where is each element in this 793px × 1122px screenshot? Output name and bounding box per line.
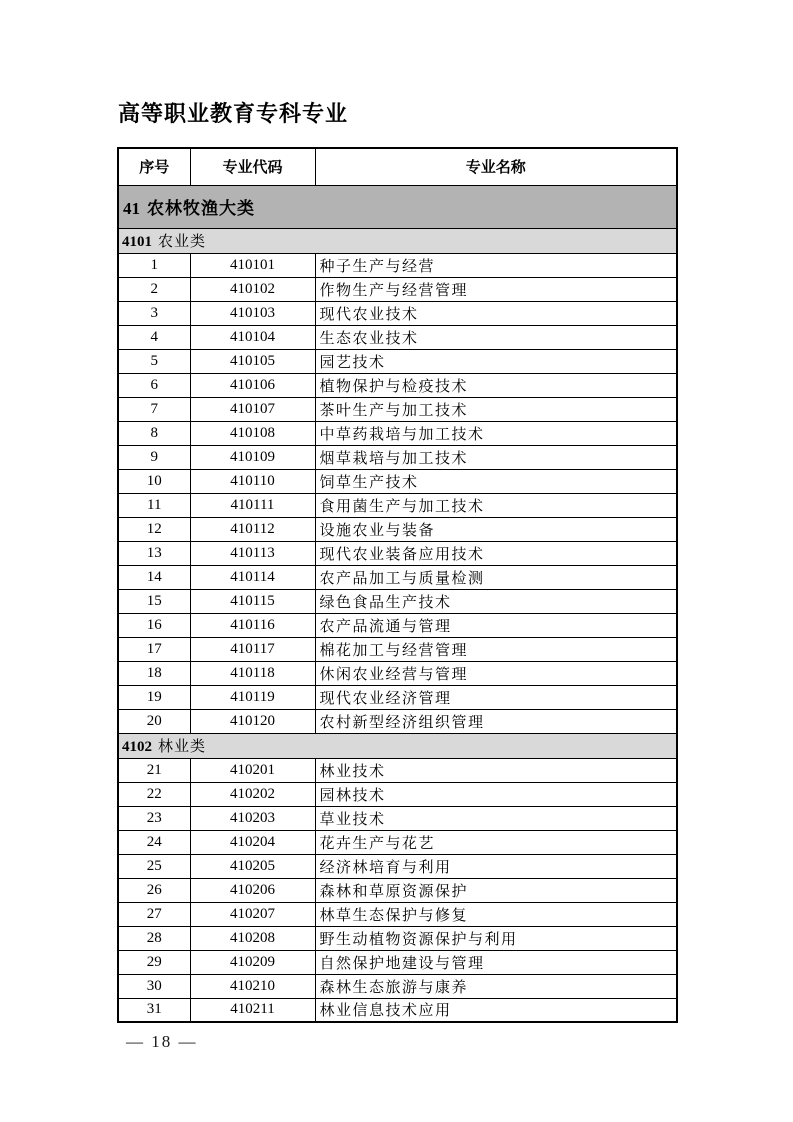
subcategory-label: [118, 733, 677, 758]
table-header-row: [118, 148, 677, 185]
major-code: 410110: [190, 469, 315, 493]
major-code: 410205: [190, 854, 315, 878]
major-code: 410115: [190, 589, 315, 613]
column-header-code: 专业代码: [190, 148, 315, 185]
major-name: 现代农业技术: [315, 301, 677, 325]
major-code: 410116: [190, 613, 315, 637]
column-header-name: 专业名称: [315, 148, 677, 185]
major-row: [118, 637, 677, 661]
major-index: 4: [118, 325, 190, 349]
major-code: 410104: [190, 325, 315, 349]
major-row: [118, 854, 677, 878]
major-row: [118, 902, 677, 926]
major-index: 21: [118, 758, 190, 782]
page-title: 高等职业教育专科专业: [118, 101, 349, 126]
major-index: 19: [118, 685, 190, 709]
major-index: 27: [118, 902, 190, 926]
major-row: [118, 517, 677, 541]
major-row: [118, 830, 677, 854]
major-row: [118, 878, 677, 902]
major-name: 中草药栽培与加工技术: [315, 421, 677, 445]
major-row: [118, 541, 677, 565]
major-name: 农村新型经济组织管理: [315, 709, 677, 733]
major-row: [118, 974, 677, 998]
major-row: [118, 709, 677, 733]
major-name: 农产品加工与质量检测: [315, 565, 677, 589]
major-index: 6: [118, 373, 190, 397]
page-number: — 18 —: [126, 1032, 198, 1051]
major-code: 410113: [190, 541, 315, 565]
category-name: 农林牧渔大类: [147, 199, 255, 218]
major-index: 10: [118, 469, 190, 493]
majors-table: [117, 147, 678, 1023]
major-name: 林业信息技术应用: [315, 998, 677, 1022]
major-index: 15: [118, 589, 190, 613]
major-index: 28: [118, 926, 190, 950]
major-name: 烟草栽培与加工技术: [315, 445, 677, 469]
major-name: 野生动植物资源保护与利用: [315, 926, 677, 950]
major-row: [118, 950, 677, 974]
major-name: 现代农业装备应用技术: [315, 541, 677, 565]
major-code: 410107: [190, 397, 315, 421]
major-index: 9: [118, 445, 190, 469]
major-name: 园林技术: [315, 782, 677, 806]
major-name: 作物生产与经营管理: [315, 277, 677, 301]
major-row: [118, 493, 677, 517]
major-code: 410109: [190, 445, 315, 469]
major-name: 自然保护地建设与管理: [315, 950, 677, 974]
major-index: 3: [118, 301, 190, 325]
major-row: [118, 926, 677, 950]
major-code: 410211: [190, 998, 315, 1022]
major-name: 林草生态保护与修复: [315, 902, 677, 926]
major-name: 森林和草原资源保护: [315, 878, 677, 902]
major-code: 410114: [190, 565, 315, 589]
major-row: [118, 685, 677, 709]
major-name: 森林生态旅游与康养: [315, 974, 677, 998]
major-row: [118, 301, 677, 325]
major-name: 园艺技术: [315, 349, 677, 373]
major-code: 410207: [190, 902, 315, 926]
major-code: 410201: [190, 758, 315, 782]
major-code: 410103: [190, 301, 315, 325]
major-index: 31: [118, 998, 190, 1022]
major-name: 经济林培育与利用: [315, 854, 677, 878]
major-index: 8: [118, 421, 190, 445]
major-index: 5: [118, 349, 190, 373]
major-code: 410204: [190, 830, 315, 854]
major-name: 茶叶生产与加工技术: [315, 397, 677, 421]
subcategory-code: 4102: [122, 739, 152, 755]
major-row: [118, 565, 677, 589]
major-row: [118, 397, 677, 421]
major-code: 410202: [190, 782, 315, 806]
major-code: 410203: [190, 806, 315, 830]
major-index: 18: [118, 661, 190, 685]
major-row: [118, 589, 677, 613]
major-name: 植物保护与检疫技术: [315, 373, 677, 397]
major-name: 棉花加工与经营管理: [315, 637, 677, 661]
major-index: 12: [118, 517, 190, 541]
major-row: [118, 421, 677, 445]
major-row: [118, 277, 677, 301]
major-index: 26: [118, 878, 190, 902]
major-code: 410112: [190, 517, 315, 541]
major-code: 410105: [190, 349, 315, 373]
major-code: 410101: [190, 253, 315, 277]
category-section-row: [118, 185, 677, 228]
major-index: 11: [118, 493, 190, 517]
subcategory-row: [118, 733, 677, 758]
major-index: 7: [118, 397, 190, 421]
major-name: 食用菌生产与加工技术: [315, 493, 677, 517]
major-code: 410117: [190, 637, 315, 661]
major-name: 花卉生产与花艺: [315, 830, 677, 854]
major-code: 410120: [190, 709, 315, 733]
major-name: 饲草生产技术: [315, 469, 677, 493]
major-index: 30: [118, 974, 190, 998]
major-index: 23: [118, 806, 190, 830]
major-code: 410119: [190, 685, 315, 709]
major-index: 2: [118, 277, 190, 301]
major-code: 410208: [190, 926, 315, 950]
major-row: [118, 782, 677, 806]
major-name: 生态农业技术: [315, 325, 677, 349]
subcategory-row: [118, 228, 677, 253]
major-code: 410108: [190, 421, 315, 445]
major-index: 17: [118, 637, 190, 661]
subcategory-label: [118, 228, 677, 253]
major-row: [118, 998, 677, 1022]
major-name: 种子生产与经营: [315, 253, 677, 277]
major-index: 20: [118, 709, 190, 733]
major-row: [118, 325, 677, 349]
major-row: [118, 253, 677, 277]
major-row: [118, 469, 677, 493]
major-index: 1: [118, 253, 190, 277]
major-name: 现代农业经济管理: [315, 685, 677, 709]
major-code: 410210: [190, 974, 315, 998]
major-code: 410206: [190, 878, 315, 902]
major-name: 林业技术: [315, 758, 677, 782]
major-name: 休闲农业经营与管理: [315, 661, 677, 685]
major-row: [118, 445, 677, 469]
major-row: [118, 373, 677, 397]
major-index: 13: [118, 541, 190, 565]
major-name: 草业技术: [315, 806, 677, 830]
major-row: [118, 661, 677, 685]
major-index: 16: [118, 613, 190, 637]
major-index: 29: [118, 950, 190, 974]
major-row: [118, 758, 677, 782]
major-index: 24: [118, 830, 190, 854]
major-index: 14: [118, 565, 190, 589]
subcategory-code: 4101: [122, 234, 152, 250]
major-code: 410118: [190, 661, 315, 685]
major-row: [118, 349, 677, 373]
major-index: 22: [118, 782, 190, 806]
subcategory-name: 农业类: [158, 234, 207, 250]
category-section-label: [118, 185, 677, 228]
major-name: 农产品流通与管理: [315, 613, 677, 637]
category-code: 41: [123, 199, 140, 218]
major-name: 绿色食品生产技术: [315, 589, 677, 613]
major-index: 25: [118, 854, 190, 878]
major-name: 设施农业与装备: [315, 517, 677, 541]
column-header-index: 序号: [118, 148, 190, 185]
major-code: 410111: [190, 493, 315, 517]
major-code: 410209: [190, 950, 315, 974]
subcategory-name: 林业类: [158, 739, 207, 755]
major-row: [118, 613, 677, 637]
major-code: 410102: [190, 277, 315, 301]
major-row: [118, 806, 677, 830]
major-code: 410106: [190, 373, 315, 397]
